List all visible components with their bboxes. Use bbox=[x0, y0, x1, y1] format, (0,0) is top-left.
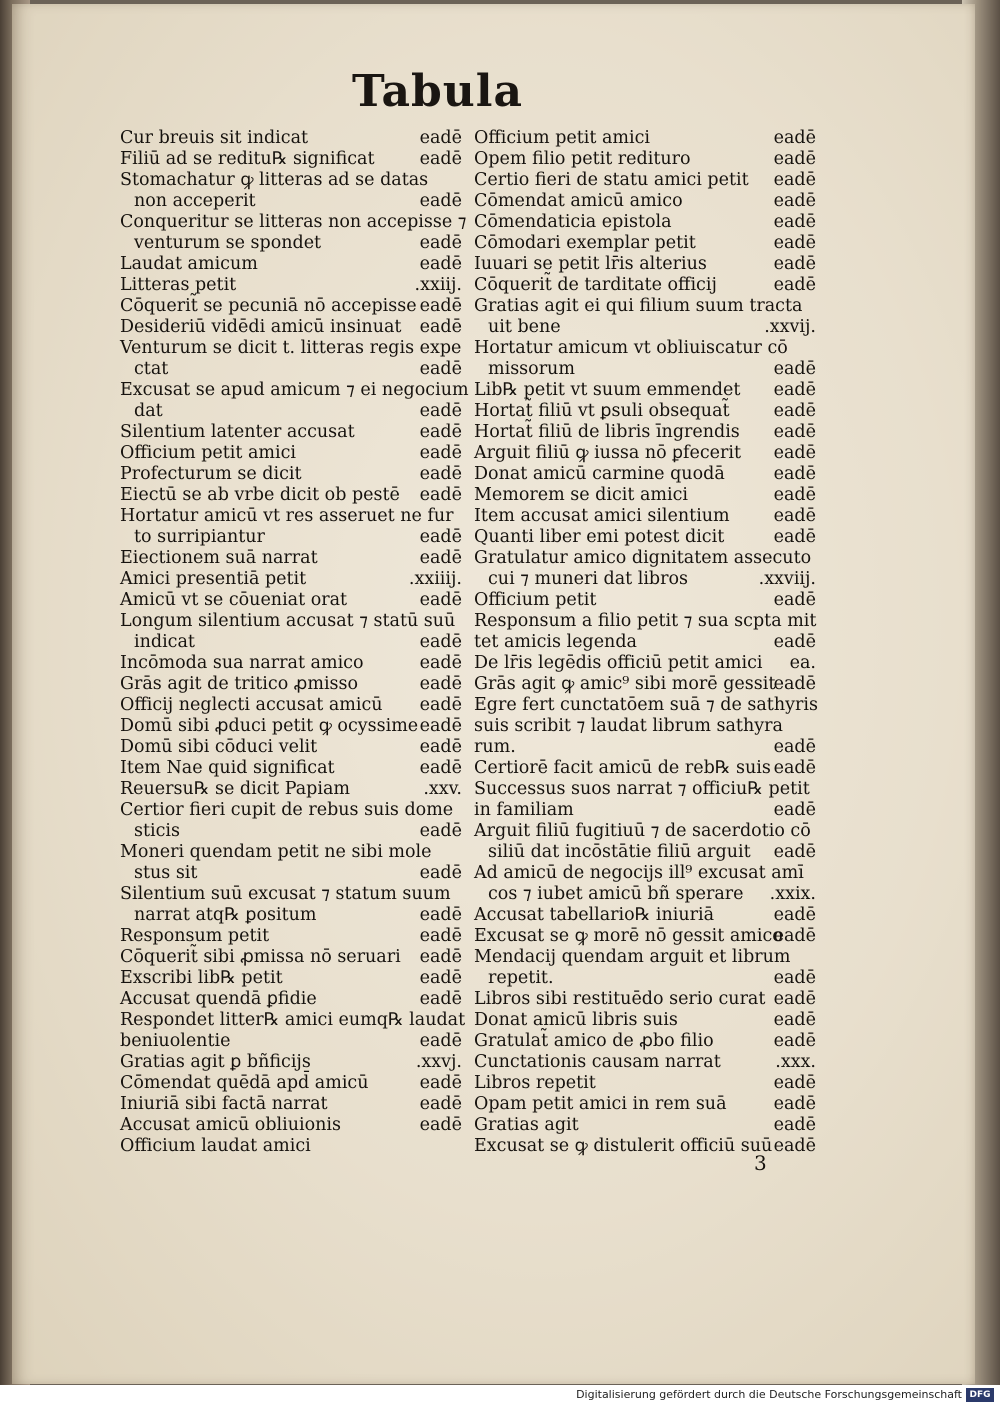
index-entry bbox=[120, 989, 470, 1010]
entry-reference: eadē bbox=[419, 947, 462, 967]
entry-text: stus sit bbox=[134, 863, 198, 883]
entry-text: Cōquerit̃ de tarditate officij bbox=[474, 275, 717, 295]
book-page bbox=[12, 4, 975, 1384]
index-entry bbox=[474, 758, 824, 779]
entry-text: Hortat̃ filiū de libris īngrendis bbox=[474, 422, 740, 442]
index-entry bbox=[474, 296, 824, 317]
entry-text: Cunctationis causam narrat bbox=[474, 1052, 721, 1072]
entry-text: De lr̄is legēdis officiū petit amici bbox=[474, 653, 763, 673]
index-entry bbox=[474, 779, 824, 800]
entry-reference: eadē bbox=[419, 674, 462, 694]
entry-reference: eadē bbox=[773, 212, 816, 232]
index-entry bbox=[474, 170, 824, 191]
index-entry bbox=[120, 737, 470, 758]
entry-reference: eadē bbox=[773, 443, 816, 463]
entry-text: Egre fert cunctatōem suā ⁊ de sathyris bbox=[474, 695, 818, 715]
index-entry bbox=[474, 380, 824, 401]
entry-text: Cōmendat amicū amico bbox=[474, 191, 683, 211]
entry-reference: eadē bbox=[419, 632, 462, 652]
entry-text: non acceperit bbox=[134, 191, 256, 211]
entry-reference: eadē bbox=[419, 191, 462, 211]
entry-reference: eadē bbox=[773, 275, 816, 295]
entry-reference: eadē bbox=[419, 716, 462, 736]
index-entry bbox=[120, 863, 470, 884]
index-entry bbox=[474, 149, 824, 170]
entry-reference: eadē bbox=[773, 149, 816, 169]
entry-reference: eadē bbox=[773, 128, 816, 148]
entry-text: Respondet litter℞ amici eumq℞ laudat bbox=[120, 1010, 466, 1030]
entry-reference: eadē bbox=[773, 758, 816, 778]
entry-text: rum. bbox=[474, 737, 516, 757]
index-entry bbox=[120, 443, 470, 464]
entry-reference: eadē bbox=[773, 1115, 816, 1135]
entry-text: Cur breuis sit indicat bbox=[120, 128, 309, 148]
index-entry bbox=[474, 485, 824, 506]
index-entry bbox=[120, 527, 470, 548]
index-entry bbox=[474, 569, 824, 590]
entry-text: Domū sibi ꝓduci petit ꝙ ocyssime bbox=[120, 716, 419, 736]
entry-reference: .xxiij. bbox=[414, 275, 462, 295]
entry-text: repetit. bbox=[488, 968, 554, 988]
index-entry bbox=[474, 527, 824, 548]
entry-text: Eiectū se ab vrbe dicit ob pestē bbox=[120, 485, 400, 505]
index-entry bbox=[474, 821, 824, 842]
index-entry bbox=[120, 485, 470, 506]
entry-text: Memorem se dicit amici bbox=[474, 485, 688, 505]
left-column bbox=[120, 128, 470, 1157]
index-entry bbox=[474, 800, 824, 821]
entry-text: Iniuriā sibi factā narrat bbox=[120, 1094, 328, 1114]
entry-reference: .xxx. bbox=[775, 1052, 816, 1072]
index-entry bbox=[474, 338, 824, 359]
index-entry bbox=[474, 695, 824, 716]
entry-reference: eadē bbox=[419, 422, 462, 442]
entry-reference: eadē bbox=[419, 863, 462, 883]
entry-text: ctat bbox=[134, 359, 169, 379]
index-entry bbox=[474, 632, 824, 653]
index-entry bbox=[120, 1031, 470, 1052]
entry-text: Successus suos narrat ⁊ officiu℞ petit bbox=[474, 779, 810, 799]
entry-text: Iuuari se petit lr̄is alterius bbox=[474, 254, 707, 274]
index-entry bbox=[120, 1073, 470, 1094]
entry-text: Mendacij quendam arguit et librum bbox=[474, 947, 791, 967]
entry-text: Reuersu℞ se dicit Papiam bbox=[120, 779, 350, 799]
entry-text: Stomachatur ꝙ litteras ad se datas bbox=[120, 170, 429, 190]
entry-reference: .xxvj. bbox=[415, 1052, 462, 1072]
index-entry bbox=[120, 401, 470, 422]
entry-reference: eadē bbox=[419, 758, 462, 778]
entry-text: Certiorē facit amicū de reb℞ suis bbox=[474, 758, 771, 778]
entry-text: Libros sibi restituēdo serio curat bbox=[474, 989, 766, 1009]
index-entry bbox=[120, 296, 470, 317]
index-entry bbox=[474, 548, 824, 569]
entry-text: suis scribit ⁊ laudat librum sathyra bbox=[474, 716, 783, 736]
index-entry bbox=[474, 1010, 824, 1031]
entry-text: Accusat tabellario℞ iniuriā bbox=[474, 905, 715, 925]
entry-text: Hortatur amicū vt res asseruet ne fur bbox=[120, 506, 454, 526]
entry-text: Officium petit amici bbox=[474, 128, 651, 148]
entry-text: Gratulat̃ amico de ꝓbo filio bbox=[474, 1031, 714, 1051]
entry-text: Gratias agit bbox=[474, 1115, 579, 1135]
entry-text: uit bene bbox=[488, 317, 561, 337]
index-entry bbox=[474, 611, 824, 632]
entry-text: cui ⁊ muneri dat libros bbox=[488, 569, 689, 589]
entry-text: Cōmendat quēdā apd̄ amicū bbox=[120, 1073, 369, 1093]
entry-reference: eadē bbox=[773, 1073, 816, 1093]
index-entry bbox=[120, 947, 470, 968]
entry-text: Moneri quendam petit ne sibi mole bbox=[120, 842, 432, 862]
entry-text: Arguit filiū fugitiuū ⁊ de sacerdotio cō bbox=[474, 821, 811, 841]
right-column bbox=[474, 128, 824, 1157]
entry-reference: eadē bbox=[773, 737, 816, 757]
entry-reference: eadē bbox=[419, 653, 462, 673]
entry-reference: eadē bbox=[419, 590, 462, 610]
entry-reference: eadē bbox=[773, 485, 816, 505]
entry-reference: eadē bbox=[773, 800, 816, 820]
entry-reference: .xxix. bbox=[769, 884, 816, 904]
entry-text: tet amicis legenda bbox=[474, 632, 637, 652]
entry-text: siliū dat incōstātie filiū arguit bbox=[488, 842, 751, 862]
entry-reference: eadē bbox=[419, 401, 462, 421]
entry-reference: .xxiiij. bbox=[408, 569, 462, 589]
entry-text: Amici presentiā petit bbox=[120, 569, 307, 589]
entry-text: Officium petit amici bbox=[120, 443, 297, 463]
entry-text: in familiam bbox=[474, 800, 574, 820]
entry-reference: eadē bbox=[773, 254, 816, 274]
index-entry bbox=[120, 611, 470, 632]
entry-reference: eadē bbox=[419, 317, 462, 337]
entry-text: Opem filio petit redituro bbox=[474, 149, 691, 169]
index-entry bbox=[120, 359, 470, 380]
entry-reference: eadē bbox=[773, 926, 816, 946]
entry-reference: eadē bbox=[419, 128, 462, 148]
index-entry bbox=[120, 884, 470, 905]
entry-text: Amicū vt se cōueniat orat bbox=[120, 590, 348, 610]
entry-reference: .xxv. bbox=[423, 779, 462, 799]
index-entry bbox=[474, 674, 824, 695]
entry-text: venturum se spondet bbox=[134, 233, 322, 253]
entry-text: Arguit filiū ꝙ iussa nō ꝑfecerit bbox=[474, 443, 742, 463]
index-entry bbox=[474, 191, 824, 212]
entry-reference: eadē bbox=[773, 842, 816, 862]
index-entry bbox=[474, 1031, 824, 1052]
index-entry bbox=[120, 821, 470, 842]
entry-text: Conqueritur se litteras non accepisse ⁊ bbox=[120, 212, 467, 232]
entry-reference: eadē bbox=[773, 632, 816, 652]
dfg-logo: DFG bbox=[966, 1388, 994, 1402]
entry-reference: eadē bbox=[419, 464, 462, 484]
entry-reference: eadē bbox=[773, 989, 816, 1009]
index-entry bbox=[120, 317, 470, 338]
entry-reference: eadē bbox=[773, 1010, 816, 1030]
index-entry bbox=[474, 359, 824, 380]
index-entry bbox=[120, 254, 470, 275]
index-entry bbox=[474, 863, 824, 884]
entry-text: Hortat̃ filiū vt ꝑsuli obsequat̃ bbox=[474, 401, 730, 421]
entry-text: Exscribi lib℞ petit bbox=[120, 968, 283, 988]
entry-text: Opam petit amici in rem suā bbox=[474, 1094, 727, 1114]
entry-text: Gratias agit ei qui filium suum tracta bbox=[474, 296, 803, 316]
index-entry bbox=[474, 905, 824, 926]
index-entry bbox=[474, 947, 824, 968]
entry-text: Lib℞ petit vt suum emmendet bbox=[474, 380, 741, 400]
index-entry bbox=[120, 569, 470, 590]
entry-text: Ad amicū de negocijs ill⁹ excusat amī bbox=[474, 863, 804, 883]
index-entry bbox=[120, 800, 470, 821]
index-entry bbox=[474, 968, 824, 989]
entry-reference: eadē bbox=[419, 695, 462, 715]
index-entry bbox=[474, 254, 824, 275]
index-entry bbox=[474, 842, 824, 863]
entry-reference: eadē bbox=[419, 905, 462, 925]
entry-reference: eadē bbox=[419, 296, 462, 316]
index-entry bbox=[120, 1115, 470, 1136]
entry-text: Excusat se ꝙ distulerit officiū suū bbox=[474, 1136, 773, 1156]
entry-reference: eadē bbox=[773, 1136, 816, 1156]
entry-text: dat bbox=[134, 401, 163, 421]
entry-text: Laudat amicum bbox=[120, 254, 258, 274]
entry-reference: eadē bbox=[419, 485, 462, 505]
index-entry bbox=[474, 233, 824, 254]
entry-text: Responsum a filio petit ⁊ sua scpta mit bbox=[474, 611, 817, 631]
index-entry bbox=[474, 737, 824, 758]
page-title: Tabula bbox=[352, 66, 524, 117]
index-entry bbox=[474, 275, 824, 296]
index-entry bbox=[474, 1073, 824, 1094]
entry-reference: eadē bbox=[419, 968, 462, 988]
entry-reference: eadē bbox=[419, 359, 462, 379]
index-entry bbox=[474, 653, 824, 674]
entry-text: Donat amicū carmine quodā bbox=[474, 464, 725, 484]
index-entry bbox=[474, 1094, 824, 1115]
index-entry bbox=[474, 212, 824, 233]
index-entry bbox=[474, 506, 824, 527]
index-entry bbox=[474, 1115, 824, 1136]
entry-text: Eiectionem suā narrat bbox=[120, 548, 318, 568]
entry-reference: eadē bbox=[419, 1094, 462, 1114]
entry-reference: eadē bbox=[773, 968, 816, 988]
index-entry bbox=[120, 464, 470, 485]
entry-reference: eadē bbox=[773, 1094, 816, 1114]
entry-text: Excusat se ꝙ morē nō gessit amico bbox=[474, 926, 783, 946]
entry-reference: eadē bbox=[419, 254, 462, 274]
entry-text: Grās agit de tritico ꝓmisso bbox=[120, 674, 359, 694]
entry-text: Donat amicū libris suis bbox=[474, 1010, 678, 1030]
entry-reference: .xxvij. bbox=[764, 317, 816, 337]
index-entry bbox=[474, 884, 824, 905]
entry-reference: eadē bbox=[773, 359, 816, 379]
index-entry bbox=[474, 926, 824, 947]
index-entry bbox=[120, 842, 470, 863]
index-entry bbox=[120, 632, 470, 653]
index-entry bbox=[474, 422, 824, 443]
index-entry bbox=[120, 275, 470, 296]
index-entry bbox=[120, 149, 470, 170]
entry-reference: eadē bbox=[419, 149, 462, 169]
entry-reference: eadē bbox=[773, 527, 816, 547]
entry-text: Litteras petit bbox=[120, 275, 237, 295]
entry-reference: eadē bbox=[773, 674, 816, 694]
index-entry bbox=[474, 443, 824, 464]
entry-text: Officij neglecti accusat amicū bbox=[120, 695, 383, 715]
entry-text: beniuolentie bbox=[120, 1031, 231, 1051]
entry-reference: eadē bbox=[419, 1073, 462, 1093]
entry-text: Incōmoda sua narrat amico bbox=[120, 653, 364, 673]
entry-text: Libros repetit bbox=[474, 1073, 596, 1093]
entry-reference: eadē bbox=[773, 422, 816, 442]
index-entry bbox=[120, 233, 470, 254]
entry-reference: eadē bbox=[419, 926, 462, 946]
index-entry bbox=[120, 968, 470, 989]
entry-text: narrat atq℞ ꝑositum bbox=[134, 905, 317, 925]
entry-reference: .xxviij. bbox=[758, 569, 816, 589]
index-entry bbox=[120, 548, 470, 569]
entry-text: Item accusat amici silentium bbox=[474, 506, 730, 526]
entry-reference: eadē bbox=[419, 548, 462, 568]
index-entry bbox=[474, 401, 824, 422]
index-entry bbox=[120, 380, 470, 401]
entry-text: indicat bbox=[134, 632, 195, 652]
index-entry bbox=[474, 1052, 824, 1073]
index-entry bbox=[474, 989, 824, 1010]
entry-text: Hortatur amicum vt obliuiscatur cō bbox=[474, 338, 788, 358]
index-entry bbox=[120, 674, 470, 695]
entry-text: Cōmendaticia epistola bbox=[474, 212, 672, 232]
entry-reference: eadē bbox=[419, 1115, 462, 1135]
entry-text: Cōquerit̃ se pecuniā nō accepisse bbox=[120, 296, 417, 316]
entry-text: Quanti liber emi potest dicit bbox=[474, 527, 725, 547]
entry-reference: eadē bbox=[773, 506, 816, 526]
entry-text: Silentium latenter accusat bbox=[120, 422, 355, 442]
entry-reference: eadē bbox=[419, 737, 462, 757]
entry-text: missorum bbox=[488, 359, 575, 379]
entry-text: Gratulatur amico dignitatem assecuto bbox=[474, 548, 812, 568]
entry-reference: eadē bbox=[773, 401, 816, 421]
entry-reference: eadē bbox=[419, 989, 462, 1009]
index-entry bbox=[120, 1094, 470, 1115]
index-entry bbox=[474, 317, 824, 338]
entry-reference: eadē bbox=[419, 233, 462, 253]
entry-text: Profecturum se dicit bbox=[120, 464, 302, 484]
index-entry bbox=[120, 1136, 470, 1157]
entry-reference: eadē bbox=[773, 1031, 816, 1051]
index-entry bbox=[120, 506, 470, 527]
entry-text: Grās agit ꝙ amic⁹ sibi morē gessit bbox=[474, 674, 776, 694]
entry-reference: eadē bbox=[419, 821, 462, 841]
entry-text: Cōmodari exemplar petit bbox=[474, 233, 696, 253]
entry-reference: eadē bbox=[773, 590, 816, 610]
index-entry bbox=[120, 1052, 470, 1073]
entry-reference: eadē bbox=[773, 464, 816, 484]
index-entry bbox=[120, 758, 470, 779]
entry-reference: eadē bbox=[419, 1031, 462, 1051]
entry-text: Certio fieri de statu amici petit bbox=[474, 170, 749, 190]
entry-reference: eadē bbox=[773, 380, 816, 400]
entry-text: Certior fieri cupit de rebus suis dome bbox=[120, 800, 454, 820]
index-entry bbox=[120, 653, 470, 674]
entry-reference: ea. bbox=[789, 653, 816, 673]
entry-text: Longum silentium accusat ⁊ statū suū bbox=[120, 611, 456, 631]
index-entry bbox=[120, 212, 470, 233]
index-entry bbox=[474, 1136, 824, 1157]
entry-text: cos ⁊ iubet amicū bñ sperare bbox=[488, 884, 744, 904]
index-entry bbox=[120, 338, 470, 359]
entry-reference: eadē bbox=[773, 905, 816, 925]
index-entry bbox=[120, 170, 470, 191]
entry-text: Silentium suū excusat ⁊ statum suum bbox=[120, 884, 451, 904]
entry-text: to surripiantur bbox=[134, 527, 265, 547]
index-entry bbox=[120, 905, 470, 926]
entry-text: Gratias agit ꝑ bñficijs bbox=[120, 1052, 311, 1072]
entry-text: Excusat se apud amicum ⁊ ei negocium bbox=[120, 380, 469, 400]
index-entry bbox=[474, 128, 824, 149]
entry-text: Desideriū vidēdi amicū insinuat bbox=[120, 317, 402, 337]
index-entry bbox=[120, 128, 470, 149]
entry-text: Officium petit bbox=[474, 590, 597, 610]
entry-reference: eadē bbox=[419, 443, 462, 463]
entry-text: Filiū ad se reditu℞ significat bbox=[120, 149, 375, 169]
index-entry bbox=[474, 590, 824, 611]
entry-text: Venturum se dicit t. litteras regis expe bbox=[120, 338, 462, 358]
footer-bar bbox=[0, 1385, 1000, 1406]
entry-text: Cōquerit̃ sibi ꝓmissa nō seruari bbox=[120, 947, 401, 967]
index-entry bbox=[474, 716, 824, 737]
entry-reference: eadē bbox=[773, 233, 816, 253]
index-entry bbox=[120, 926, 470, 947]
index-entry bbox=[120, 716, 470, 737]
index-entry bbox=[120, 779, 470, 800]
index-entry bbox=[474, 464, 824, 485]
index-entry bbox=[120, 1010, 470, 1031]
index-entry bbox=[120, 590, 470, 611]
index-entry bbox=[120, 422, 470, 443]
entry-text: Accusat amicū obliuionis bbox=[120, 1115, 341, 1135]
entry-text: sticis bbox=[134, 821, 180, 841]
entry-reference: eadē bbox=[773, 191, 816, 211]
entry-text: Responsum petit bbox=[120, 926, 270, 946]
entry-reference: eadē bbox=[419, 527, 462, 547]
index-entry bbox=[120, 191, 470, 212]
page-number: 3 bbox=[754, 1151, 767, 1175]
entry-text: Domū sibi cōduci velit bbox=[120, 737, 318, 757]
entry-text: Item Nae quid significat bbox=[120, 758, 335, 778]
footer-credit: Digitalisierung gefördert durch die Deutsche Forschungsgemeinschaft bbox=[576, 1388, 962, 1401]
entry-text: Officium laudat amici bbox=[120, 1136, 311, 1156]
entry-reference: eadē bbox=[773, 170, 816, 190]
entry-text: Accusat quendā ꝑfidie bbox=[120, 989, 317, 1009]
index-entry bbox=[120, 695, 470, 716]
